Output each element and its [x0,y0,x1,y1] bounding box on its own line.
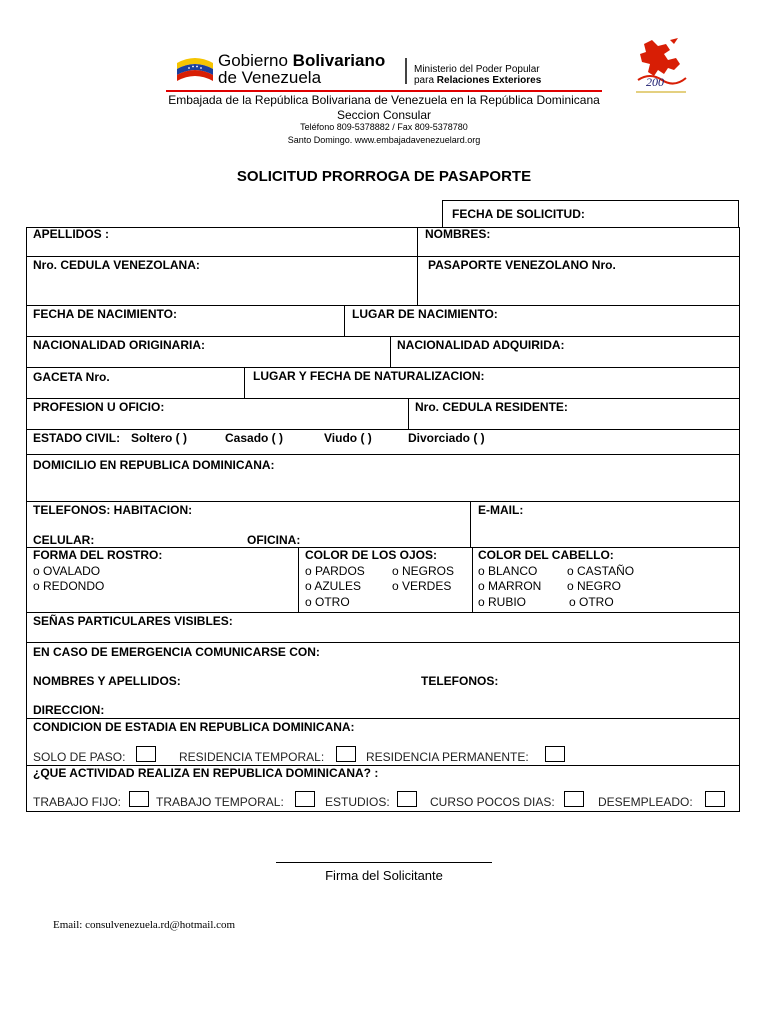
ojos-azules-option[interactable]: o AZULES [305,579,362,593]
divorciado-option[interactable]: Divorciado ( ) [408,431,485,445]
domicilio-label: DOMICILIO EN REPUBLICA DOMINICANA: [33,458,275,472]
cedula-venezolana-label: Nro. CEDULA VENEZOLANA: [33,258,200,272]
forma-rostro-label: FORMA DEL ROSTRO: [33,548,163,562]
residencia-temporal-checkbox[interactable] [336,746,356,762]
telefono-fax: Teléfono 809-5378882 / Fax 809-5378780 [300,122,468,132]
seccion-consular: Seccion Consular [336,108,432,122]
direccion-label: DIRECCION: [33,703,105,717]
trabajo-fijo-label: TRABAJO FIJO: [33,795,122,809]
cabello-otro-option[interactable]: o OTRO [569,595,614,609]
telefonos-habitacion-label: TELEFONOS: HABITACION: [33,503,193,517]
oficina-label: OFICINA: [247,533,301,547]
ojos-otro-option[interactable]: o OTRO [305,595,350,609]
solo-paso-label: SOLO DE PASO: [33,750,126,764]
ojos-pardos-option[interactable]: o PARDOS [305,564,365,578]
cabello-marron-option[interactable]: o MARRON [478,579,542,593]
trabajo-fijo-checkbox[interactable] [129,791,149,807]
condicion-estadia-label: CONDICION DE ESTADIA EN REPUBLICA DOMINICANA: [33,720,355,734]
email-label: E-MAIL: [478,503,524,517]
santo-domingo-web: Santo Domingo. www.embajadavenezuelard.org [287,135,481,145]
soltero-option[interactable]: Soltero ( ) [131,431,187,445]
viudo-option[interactable]: Viudo ( ) [324,431,372,445]
fecha-nacimiento-label: FECHA DE NACIMIENTO: [33,307,177,321]
rostro-ovalado-option[interactable]: o OVALADO [33,564,101,578]
footer-email: Email: consulvenezuela.rd@hotmail.com [53,919,236,931]
embajada-line: Embajada de la República Bolivariana de Venezuela en la República Dominicana [168,93,600,107]
ojos-negros-option[interactable]: o NEGROS [392,564,455,578]
nombres-apellidos-label: NOMBRES Y APELLIDOS: [33,674,181,688]
gobierno-subtitle: de Venezuela [218,68,322,87]
ojos-verdes-option[interactable]: o VERDES [392,579,452,593]
apellidos-label: APELLIDOS : [33,227,110,241]
solo-paso-checkbox[interactable] [136,746,156,762]
nacionalidad-originaria-label: NACIONALIDAD ORIGINARIA: [33,338,205,352]
fecha-solicitud-label: FECHA DE SOLICITUD: [452,207,585,221]
nacionalidad-adquirida-label: NACIONALIDAD ADQUIRIDA: [397,338,565,352]
residencia-temporal-label: RESIDENCIA TEMPORAL: [179,750,325,764]
logo-divider [405,58,407,84]
header-red-rule [166,90,602,92]
estudios-checkbox[interactable] [397,791,417,807]
cedula-residente-label: Nro. CEDULA RESIDENTE: [415,400,568,414]
cabello-blanco-option[interactable]: o BLANCO [478,564,538,578]
residencia-permanente-checkbox[interactable] [545,746,565,762]
gaceta-label: GACETA Nro. [33,370,110,384]
trabajo-temporal-label: TRABAJO TEMPORAL: [156,795,284,809]
svg-text:200: 200 [646,75,664,89]
color-cabello-label: COLOR DEL CABELLO: [478,548,614,562]
page-title: SOLICITUD PRORROGA DE PASAPORTE [236,168,532,185]
casado-option[interactable]: Casado ( ) [225,431,284,445]
curso-pocos-dias-checkbox[interactable] [564,791,584,807]
celular-label: CELULAR: [33,533,95,547]
ministerio-line2: para Relaciones Exteriores [414,75,542,86]
telefonos-emergencia-label: TELEFONOS: [421,674,499,688]
emergencia-label: EN CASO DE EMERGENCIA COMUNICARSE CON: [33,645,320,659]
estado-civil-label: ESTADO CIVIL: [33,431,121,445]
rostro-redondo-option[interactable]: o REDONDO [33,579,105,593]
cabello-rubio-option[interactable]: o RUBIO [478,595,527,609]
actividad-label: ¿QUE ACTIVIDAD REALIZA EN REPUBLICA DOMINICANA? : [33,766,379,780]
cabello-castano-option[interactable]: o CASTAÑO [567,564,635,578]
curso-pocos-dias-label: CURSO POCOS DIAS: [430,795,555,809]
estudios-label: ESTUDIOS: [325,795,390,809]
ministerio-line1: Ministerio del Poder Popular [414,64,540,75]
desempleado-checkbox[interactable] [705,791,725,807]
nombres-label: NOMBRES: [425,227,491,241]
cabello-negro-option[interactable]: o NEGRO [567,579,622,593]
lugar-fecha-naturalizacion-label: LUGAR Y FECHA DE NATURALIZACION: [253,369,485,383]
color-ojos-label: COLOR DE LOS OJOS: [305,548,438,562]
profesion-label: PROFESION U OFICIO: [33,400,165,414]
gobierno-title: Gobierno Bolivariano [218,51,386,70]
lugar-nacimiento-label: LUGAR DE NACIMIENTO: [352,307,498,321]
signature-label: Firma del Solicitante [325,868,443,883]
senas-particulares-label: SEÑAS PARTICULARES VISIBLES: [33,614,233,628]
bicentenario-logo-icon [630,36,692,96]
residencia-permanente-label: RESIDENCIA PERMANENTE: [366,750,529,764]
desempleado-label: DESEMPLEADO: [598,795,693,809]
trabajo-temporal-checkbox[interactable] [295,791,315,807]
pasaporte-label: PASAPORTE VENEZOLANO Nro. [428,258,616,272]
venezuela-flag-icon [175,55,215,85]
signature-line[interactable] [276,862,492,863]
